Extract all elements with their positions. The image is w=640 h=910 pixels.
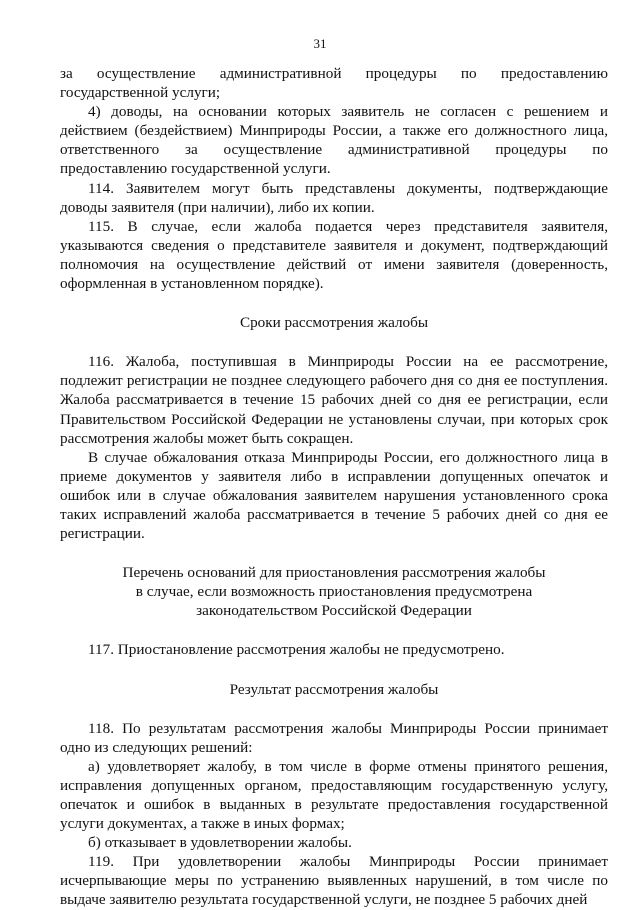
section-heading-review-result: Результат рассмотрения жалобы [229, 680, 439, 698]
paragraph-116: 116. Жалоба, поступившая в Минприроды России на ее рассмотрение, подлежит регистрации не позднее следующего рабочего дня со дня ее поступления. Жалоба рассматривается в течение 15 рабочих дней со дня ее регистрации, если Правительством Российской Федерации не установлены случаи, при которых срок рассмотрения жалобы может быть сокращен. [60, 353, 608, 447]
section-heading-suspension-grounds [60, 563, 608, 620]
heading-line-1: Перечень оснований для приостановления рассмотрения жалобы [122, 564, 546, 582]
paragraph-114: 114. Заявителем могут быть представлены документы, подтверждающие доводы заявителя (при наличии), либо их копии. [60, 179, 608, 216]
section-heading-review-terms: Сроки рассмотрения жалобы [239, 314, 429, 332]
paragraph-117: 117. Приостановление рассмотрения жалобы не предусмотрено. [88, 641, 505, 659]
paragraph-continuation: за осуществление административной процедуры по предоставлению государственной услуги; [60, 65, 608, 102]
page-number: 31 [313, 36, 327, 51]
document-body [60, 64, 608, 910]
paragraph-118-a: а) удовлетворяет жалобу, в том числе в форме отмены принятого решения, исправления допущенных органом, предоставляющим государственную услугу, опечаток и ошибок в выданных в результате предоставления государственной услуги документах, а также в иных формах; [60, 757, 608, 833]
paragraph-115: 115. В случае, если жалоба подается через представителя заявителя, указываются сведения о представителе заявителя и документ, подтверждающий полномочия на осуществление действий от имени заявителя (доверенность, оформленная в установленном порядке). [60, 217, 608, 293]
paragraph-118: 118. По результатам рассмотрения жалобы Минприроды России принимает одно из следующих решений: [60, 719, 608, 756]
paragraph-item-4: 4) доводы, на основании которых заявитель не согласен с решением и действием (бездействием) Минприроды России, а также его должностного лица, ответственного за осуществление административной процедуры по предоставлению государственной услуги. [60, 103, 608, 178]
heading-line-3: законодательством Российской Федерации [196, 602, 472, 620]
heading-line-2: в случае, если возможность приостановления предусмотрена [135, 583, 533, 601]
paragraph-118-b: б) отказывает в удовлетворении жалобы. [88, 834, 352, 852]
paragraph-116-refusal-case: В случае обжалования отказа Минприроды России, его должностного лица в приеме документов у заявителя либо в исправлении допущенных опечаток и ошибок или в случае обжалования заявителем нарушения установленного срока таких исправлений жалоба рассматривается в течение 5 рабочих дней со дня ее регистрации. [60, 448, 608, 543]
paragraph-119: 119. При удовлетворении жалобы Минприроды России принимает исчерпывающие меры по устранению выявленных нарушений, в том числе по выдаче заявителю результата государственной услуги, не позднее 5 рабочих дней [60, 853, 608, 909]
